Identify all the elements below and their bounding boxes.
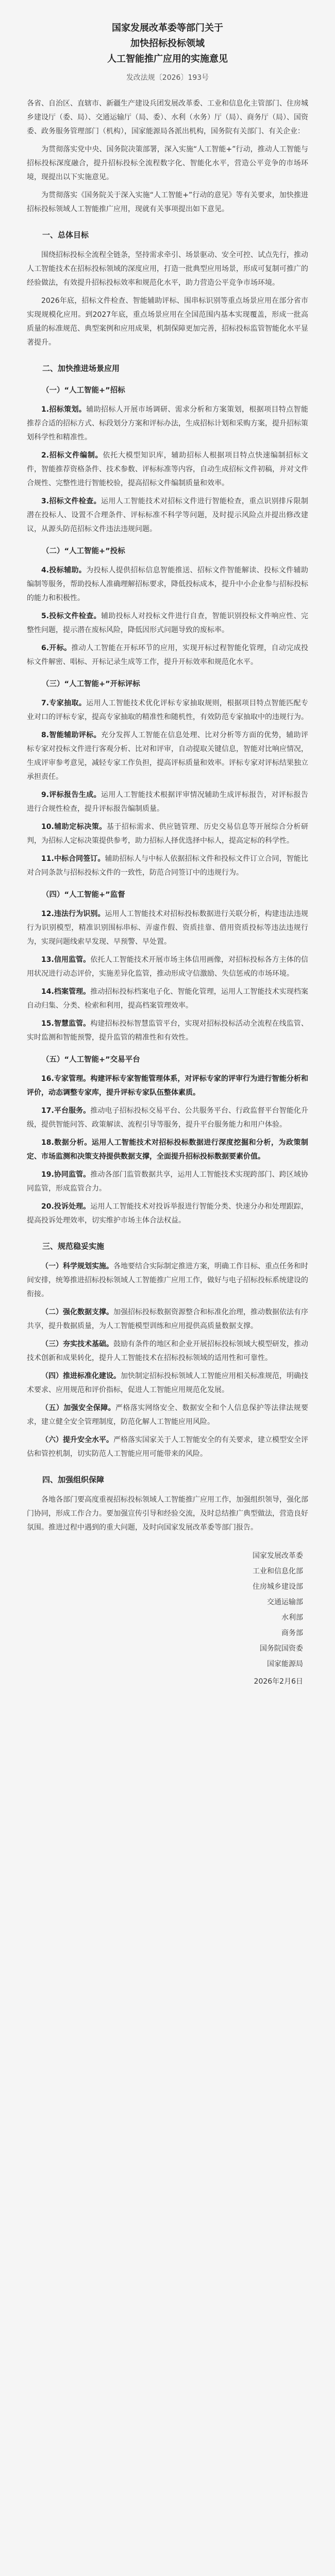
scenario-item-text: 依托人工智能技术开展市场主体信用画像，对招标投标各方主体的信用状况进行动态评价，实施差异化监管，推动形成守信激励、失信惩戒的市场环境。 <box>27 956 308 978</box>
scenario-item <box>27 495 308 536</box>
implementation-item <box>27 1260 308 1301</box>
title-line-1: 国家发展改革委等部门关于 <box>112 23 223 33</box>
scenario-item-lead: 14.档案管理。 <box>41 988 91 996</box>
scenario-item-text: 充分发挥人工智能在信息处理、比对分析等方面的优势，辅助评标专家对投标文件进行客观分析、比对和评审，自动提取关键信息，智能对比响应情况，生成评审参考意见，减轻专家工作负担，提高评标质量和效率。评标专家对评标结果独立承担责任。 <box>27 731 309 781</box>
implementation-item-lead: （六）提升安全水平。 <box>41 1436 113 1444</box>
section-paragraph: 各地各部门要高度重视招标投标领域人工智能推广应用工作，加强组织领导，强化部门协同，形成工作合力。要加强宣传引导和经验交流，及时总结推广典型做法，营造良好氛围。推进过程中遇到的重大问题，及时向国家发展改革委等部门报告。 <box>27 1496 308 1532</box>
scenario-item <box>27 697 308 724</box>
scenario-item-text: 运用人工智能技术优化评标专家抽取规则，根据项目特点智能匹配专业对口的评标专家，提高专家抽取的精准性和随机性，有效防范专家抽取中的违规行为。 <box>27 699 308 721</box>
scenario-item-text: 辅助投标人对投标文件进行自查，智能识别投标文件响应性、完整性问题，提示潜在废标风险，降低因形式问题导致的废标率。 <box>27 612 309 634</box>
scenario-item-lead: 4.投标辅助。 <box>41 566 87 574</box>
scenario-item-lead: 3.招标文件检查。 <box>41 497 102 505</box>
scenario-item-text: 推动人工智能在开标环节的应用，实现开标过程智能化管理，自动完成投标文件解密、唱标、开标记录生成等工作，提升开标效率和规范化水平。 <box>27 644 309 666</box>
scenario-item-lead: 9.评标报告生成。 <box>41 791 102 799</box>
implementation-item-lead: （四）推进标准化建设。 <box>41 1372 121 1380</box>
document-number: 发改法规〔2026〕193号 <box>126 74 209 82</box>
scenario-item-text: 推动电子招标投标交易平台、公共服务平台、行政监督平台智能化升级，提供智能问答、政策解读、流程引导等服务，提升平台服务能力和用户体验。 <box>27 1107 308 1129</box>
issuing-authority: 水利部 <box>281 1614 303 1622</box>
implementation-item <box>27 1401 308 1429</box>
scenario-item-lead: 16.专家管理。 <box>41 1075 91 1083</box>
scenario-item <box>27 1017 308 1045</box>
issue-date: 2026年2月6日 <box>254 1677 303 1686</box>
scenario-item <box>27 564 308 605</box>
scenario-item <box>27 907 308 949</box>
implementation-items <box>27 1260 308 1461</box>
implementation-item-text: 加强招标投标数据资源整合和标准化治理，推动数据依法有序共享，提升数据质量，为人工智能模型训练和应用提供高质量数据支撑。 <box>27 1308 308 1330</box>
subsection-heading: （一）“人工智能+”招标 <box>42 386 125 395</box>
title-line-3: 人工智能推广应用的实施意见 <box>107 54 228 64</box>
issuing-authority: 国家发展改革委 <box>253 1552 303 1560</box>
scenario-item-lead: 13.信用监管。 <box>41 956 91 964</box>
scenario-item <box>27 1104 308 1132</box>
subsection-heading: （四）“人工智能+”监督 <box>42 891 125 899</box>
issuing-authority: 工业和信息化部 <box>253 1567 303 1575</box>
implementation-item <box>27 1369 308 1397</box>
implementation-item <box>27 1433 308 1461</box>
implementation-item-text: 加快制定招标投标领域人工智能应用相关标准规范，明确技术要求、应用规范和评价指标，促进人工智能应用规范化发展。 <box>27 1372 308 1394</box>
subsection-heading: （五）“人工智能+”交易平台 <box>42 1056 140 1064</box>
addressee: 各省、自治区、直辖市、新疆生产建设兵团发展改革委、工业和信息化主管部门、住房城乡建设厅（委、局）、交通运输厅（局、委）、水利（水务）厅（局）、商务厅（局）、国资委、政务服务管理部门（机构），国家能源局各派出机构，国务院有关部门、有关企业： <box>27 99 308 135</box>
scenario-item <box>27 852 308 880</box>
scenario-groups <box>27 384 308 1228</box>
section-paragraph: 围绕招标投标全流程全链条，坚持需求牵引、场景驱动、安全可控、试点先行，推动人工智能技术在招标投标领域的深度应用，打造一批典型应用场景，形成可复制可推广的经验做法，有效提升招标投标效率和规范化水平，助力营造公平竞争市场环境。 <box>27 251 308 287</box>
scenario-item-text: 运用人工智能技术对招标投标数据进行深度挖掘和分析，为政策制定、市场监测和决策支持提供数据支撑，全面提升招标投标数据要素价值。 <box>27 1139 308 1161</box>
scenario-item <box>27 609 308 637</box>
implementation-item-lead: （一）科学规划实施。 <box>41 1262 113 1270</box>
scenario-item <box>27 953 308 981</box>
implementation-item-text: 鼓励有条件的地区和企业开展招标投标领域大模型研发，推动技术创新和成果转化，提升人工智能技术在招标投标领域的适用性和可靠性。 <box>27 1340 308 1362</box>
implementation-item-lead: （五）加强安全保障。 <box>41 1404 115 1412</box>
scenario-item-text: 依托大模型知识库，辅助招标人根据项目特点快速编制招标文件，智能推荐资格条件、技术参数、评标标准等内容，自动生成招标文件初稿，并对文件合规性、完整性进行智能校验，提高招标文件编制质量和效率。 <box>27 451 309 487</box>
scenario-item-lead: 11.中标合同签订。 <box>41 855 105 863</box>
scenario-item-lead: 1.招标策划。 <box>41 405 87 414</box>
title-line-2: 加快招标投标领域 <box>130 38 205 49</box>
subsection-heading: （三）“人工智能+”开标评标 <box>42 680 140 688</box>
scenario-item-text: 构建招标投标智慧监管平台，实现对招标投标活动全流程在线监管、实时监测和智能预警，提升监管的精准性和有效性。 <box>27 1020 308 1042</box>
scenario-item-lead: 10.辅助定标决策。 <box>41 823 107 831</box>
scenario-item <box>27 820 308 848</box>
scenario-item-lead: 18.数据分析。 <box>41 1139 92 1147</box>
scenario-item-text: 推动招标投标档案电子化、智能化管理，运用人工智能技术实现档案自动归集、分类、检索和利用，提高档案管理效率。 <box>27 988 308 1010</box>
scenario-item <box>27 728 308 784</box>
scenario-item-lead: 19.协同监管。 <box>41 1171 91 1179</box>
scenario-item-lead: 8.智能辅助评标。 <box>41 731 102 739</box>
issuing-authority: 国务院国资委 <box>260 1645 303 1653</box>
scenario-item <box>27 788 308 816</box>
scenario-item-lead: 12.违法行为识别。 <box>41 910 105 918</box>
implementation-item-text: 各地要结合实际制定推进方案，明确工作目标、重点任务和时间安排，统筹推进招标投标领域人工智能推广应用工作，做好与电子招标投标系统建设的衔接。 <box>27 1262 308 1298</box>
scenario-item-text: 为投标人提供招标信息智能推送、招标文件智能解读、投标文件辅助编制等服务，帮助投标人准确理解招标要求，降低投标成本，提升中小企业参与招标投标的能力和积极性。 <box>27 566 308 602</box>
scenario-item-text: 运用人工智能技术对招标文件进行智能检查，重点识别排斥限制潜在投标人、设置不合理条件、评标标准不科学等问题，及时提示风险点并提出修改建议，从源头防范招标文件违法违规问题。 <box>27 497 309 533</box>
implementation-item <box>27 1306 308 1333</box>
scenario-item-lead: 2.招标文件编制。 <box>41 451 103 460</box>
scenario-item-text: 运用人工智能技术对投诉举报进行智能分类、快速分办和处理跟踪，提高投诉处理效率，切实维护市场主体合法权益。 <box>27 1202 308 1225</box>
issuing-authorities <box>27 1548 303 1672</box>
scenario-item-text: 基于招标需求、供应链管理、历史交易信息等开展综合分析研判，为招标人定标决策提供参考，助力招标人择优选择中标人，提高定标的科学性。 <box>27 823 309 845</box>
implementation-item-text: 严格落实国家关于人工智能安全的有关要求，建立模型安全评估和管控机制，切实防范人工智能应用可能带来的风险。 <box>27 1436 308 1458</box>
issuing-authority: 商务部 <box>281 1629 303 1637</box>
scenario-item-text: 辅助招标人与中标人依据招标文件和投标文件订立合同，智能比对合同条款与招标投标文件的一致性，防范合同签订中的违规行为。 <box>27 855 308 877</box>
implementation-item <box>27 1337 308 1365</box>
section-heading: 四、加强组织保障 <box>42 1475 105 1484</box>
scenario-item <box>27 1168 308 1196</box>
scenario-item-lead: 5.投标文件检查。 <box>41 612 102 620</box>
signature-block <box>27 1548 308 1689</box>
scenario-item-lead: 15.智慧监管。 <box>41 1020 91 1028</box>
section-paragraph: 2026年底，招标文件检查、智能辅助评标、围串标识别等重点场景应用在部分省市实现规模化应用。到2027年底，重点场景应用在全国范围内基本实现覆盖，形成一批高质量的标准规范、典型案例和应用成果，机制保障更加完善，招标投标监管智能化水平显著提升。 <box>27 297 308 347</box>
scenario-item-lead: 17.平台服务。 <box>41 1107 91 1115</box>
scenario-item-text: 构建评标专家智能管理体系，对评标专家的评审行为进行智能分析和评价，动态调整专家库，提升评标专家队伍整体素质。 <box>27 1075 308 1097</box>
scenario-item-lead: 7.专家抽取。 <box>41 699 87 707</box>
section-heading: 一、总体目标 <box>42 230 89 240</box>
scenario-item <box>27 1136 308 1164</box>
scenario-item-text: 运用人工智能技术根据评审情况辅助生成评标报告，对评标报告进行合规性检查，提升评标报告编制质量。 <box>27 791 309 813</box>
scenario-item <box>27 641 308 669</box>
scenario-item <box>27 403 308 445</box>
intro-paragraph: 为贯彻落实《国务院关于深入实施“人工智能+”行动的意见》等有关要求，加快推进招标投标领域人工智能推广应用，现就有关事项提出如下意见。 <box>27 191 308 213</box>
scenario-item <box>27 985 308 1013</box>
subsection-heading: （二）“人工智能+”投标 <box>42 547 125 555</box>
scenario-item-lead: 6.开标。 <box>41 644 72 652</box>
section-heading: 三、规范稳妥实施 <box>42 1242 105 1251</box>
document-title <box>27 21 308 83</box>
scenario-item-lead: 20.投诉处理。 <box>41 1202 91 1211</box>
section-heading: 二、加快推进场景应用 <box>42 364 120 373</box>
implementation-item-lead: （二）强化数据支撑。 <box>41 1308 113 1316</box>
intro-paragraph: 为贯彻落实党中央、国务院决策部署，深入实施“人工智能+”行动，推动人工智能与招标投标深度融合，提升招标投标全流程数字化、智能化水平，营造公平竞争的市场环境，现提出以下实施意见。 <box>27 145 308 181</box>
implementation-item-lead: （三）夯实技术基础。 <box>41 1340 113 1348</box>
scenario-item-text: 推动各部门监管数据共享，运用人工智能技术实现跨部门、跨区域协同监管，形成监管合力。 <box>27 1171 308 1193</box>
issuing-authority: 住房城乡建设部 <box>253 1583 303 1591</box>
issuing-authority: 交通运输部 <box>267 1598 303 1606</box>
implementation-item-text: 严格落实网络安全、数据安全和个人信息保护等法律法规要求，建立健全安全管理制度，防范化解人工智能应用风险。 <box>27 1404 308 1426</box>
scenario-item-text: 辅助招标人开展市场调研、需求分析和方案策划，根据项目特点智能推荐合适的招标方式、标段划分方案和评标办法，生成招标计划和采购方案，提升招标策划科学性和精准性。 <box>27 405 308 442</box>
scenario-item <box>27 1072 308 1100</box>
issuing-authority: 国家能源局 <box>267 1660 303 1668</box>
scenario-item-text: 运用人工智能技术对招标投标数据进行关联分析，构建违法违规行为识别模型，精准识别围标串标、弄虚作假、资质挂靠、借用资质投标等违法违规行为，实现问题线索早发现、早预警、早处置。 <box>27 910 308 946</box>
scenario-item <box>27 449 308 490</box>
scenario-item <box>27 1200 308 1228</box>
